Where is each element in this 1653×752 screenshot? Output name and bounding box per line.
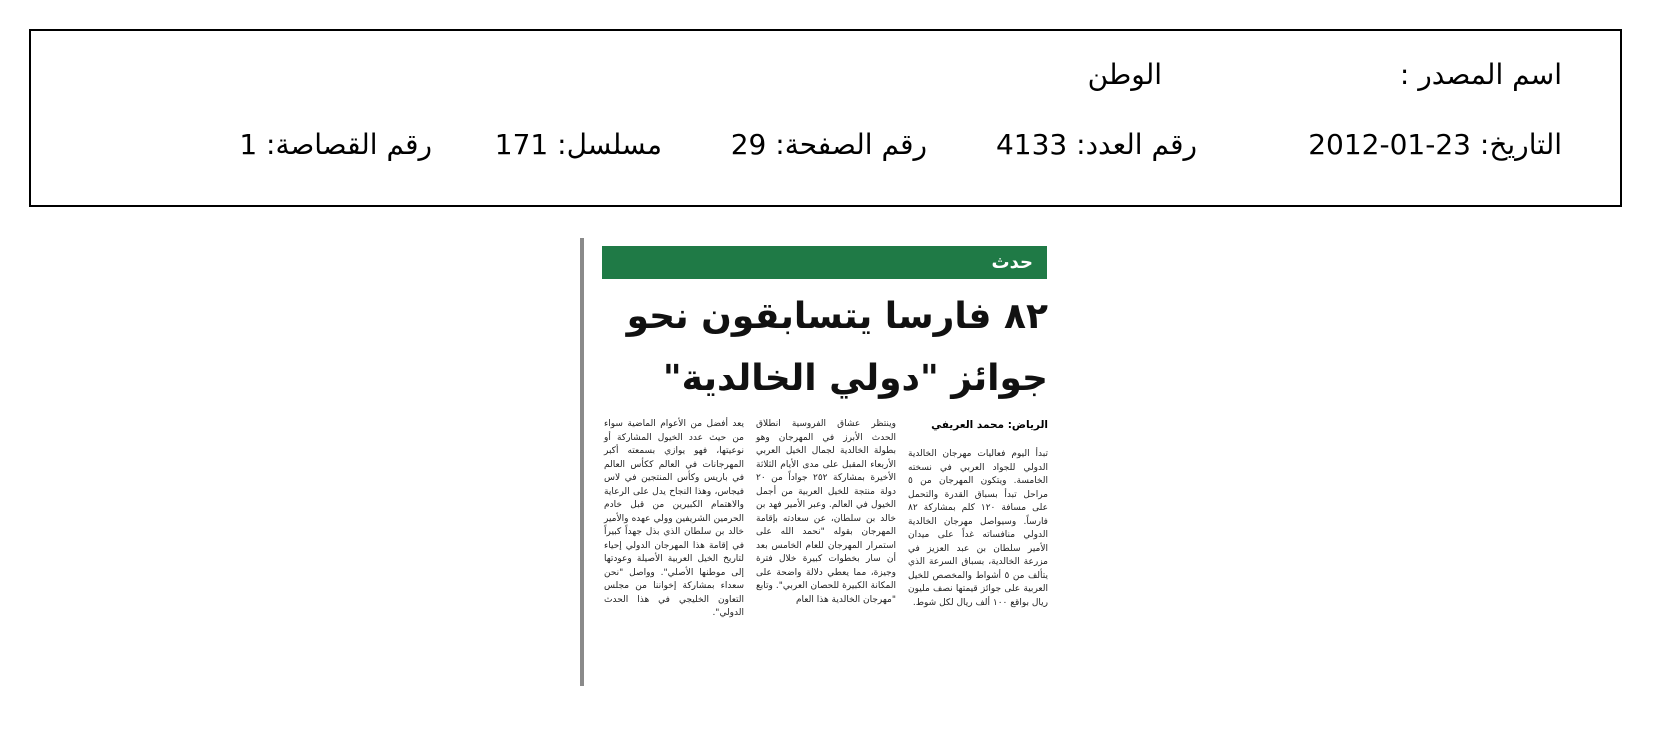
article-column-right: تبدأ اليوم فعاليات مهرجان الخالدية الدولي للجواد العربي في نسخته الخامسة. ويتكون المهرجان من ٥ مراحل تبدأ بسباق القدرة والتحمل على مسافة ١٢٠ كلم بمشاركة ٨٢ فارساً. وسيواصل مهرجان الخالدية الدولي منافساته غداً على ميدان الأمير سلطان بن عبد العزيز في مزرعة الخالدية، بسباق السرعة الذي يتألف من ٥ أشواط والمخصص للخيل العربية على جوائز قيمتها نصف مليون ريال بواقع ١٠٠ ألف ريال لكل شوط. (908, 449, 1048, 608)
article-byline: الرياض: محمد العريفي (931, 419, 1048, 431)
clip-number: رقم القصاصة: 1 (239, 128, 432, 161)
article-headline: ٨٢ فارسا يتسابقون نحو جوائز "دولي الخالدية" (626, 296, 1048, 399)
date-field: التاريخ: 23-01-2012 (1308, 128, 1562, 161)
serial-number: مسلسل: 171 (494, 128, 662, 161)
source-label: اسم المصدر : (1399, 58, 1562, 91)
page-number: رقم الصفحة: 29 (730, 128, 927, 161)
article-column-middle: وينتظر عشاق الفروسية انطلاق الحدث الأبرز في المهرجان وهو بطولة الخالدية لجمال الخيل العربي الأربعاء المقبل على مدى الأيام الثلاثة الأخيرة بمشاركة ٢٥٢ جواداً من ٢٠ دولة منتجة للخيل العربية من أجمل الخيول في العالم. وعبر الأمير فهد بن خالد بن سلطان، عن سعادته بإقامة المهرجان بقوله "نحمد الله على استمرار المهرجان للعام الخامس بعد أن سار بخطوات كبيرة خلال فترة وجيزة، مما يعطي دلالة واضحة على المكانة الكبيرة للحصان العربي". وتابع "مهرجان الخالدية هذا العام (756, 419, 896, 605)
source-info-box (29, 29, 1622, 207)
issue-number: رقم العدد: 4133 (995, 128, 1197, 161)
source-value: الوطن (1087, 58, 1162, 91)
article-column-left: يعد أفضل من الأعوام الماضية سواء من حيث عدد الخيول المشاركة أو نوعيتها، فهو يوازي بسمعته أكبر المهرجانات في العالم ككأس العالم في باريس وكأس المنتجين في لاس فيجاس، وهذا النجاح يدل على الرعاية والاهتمام الكبيرين من قبل خادم الحرمين الشريفين وولي عهده والأمير خالد بن سلطان الذي بذل جهداً كبيراً في إقامة هذا المهرجان الدولي إحياء لتاريخ الخيل العربية الأصيلة وعودتها إلى موطنها الأصلي". وواصل "نحن سعداء بمشاركة إخواننا من مجلس التعاون الخليجي في هذا الحدث الدولي". (604, 419, 744, 618)
source-row (82, 55, 1562, 95)
newspaper-clipping (584, 238, 1054, 686)
topic-bar: حدث (602, 246, 1047, 279)
metadata-row (82, 125, 1562, 165)
